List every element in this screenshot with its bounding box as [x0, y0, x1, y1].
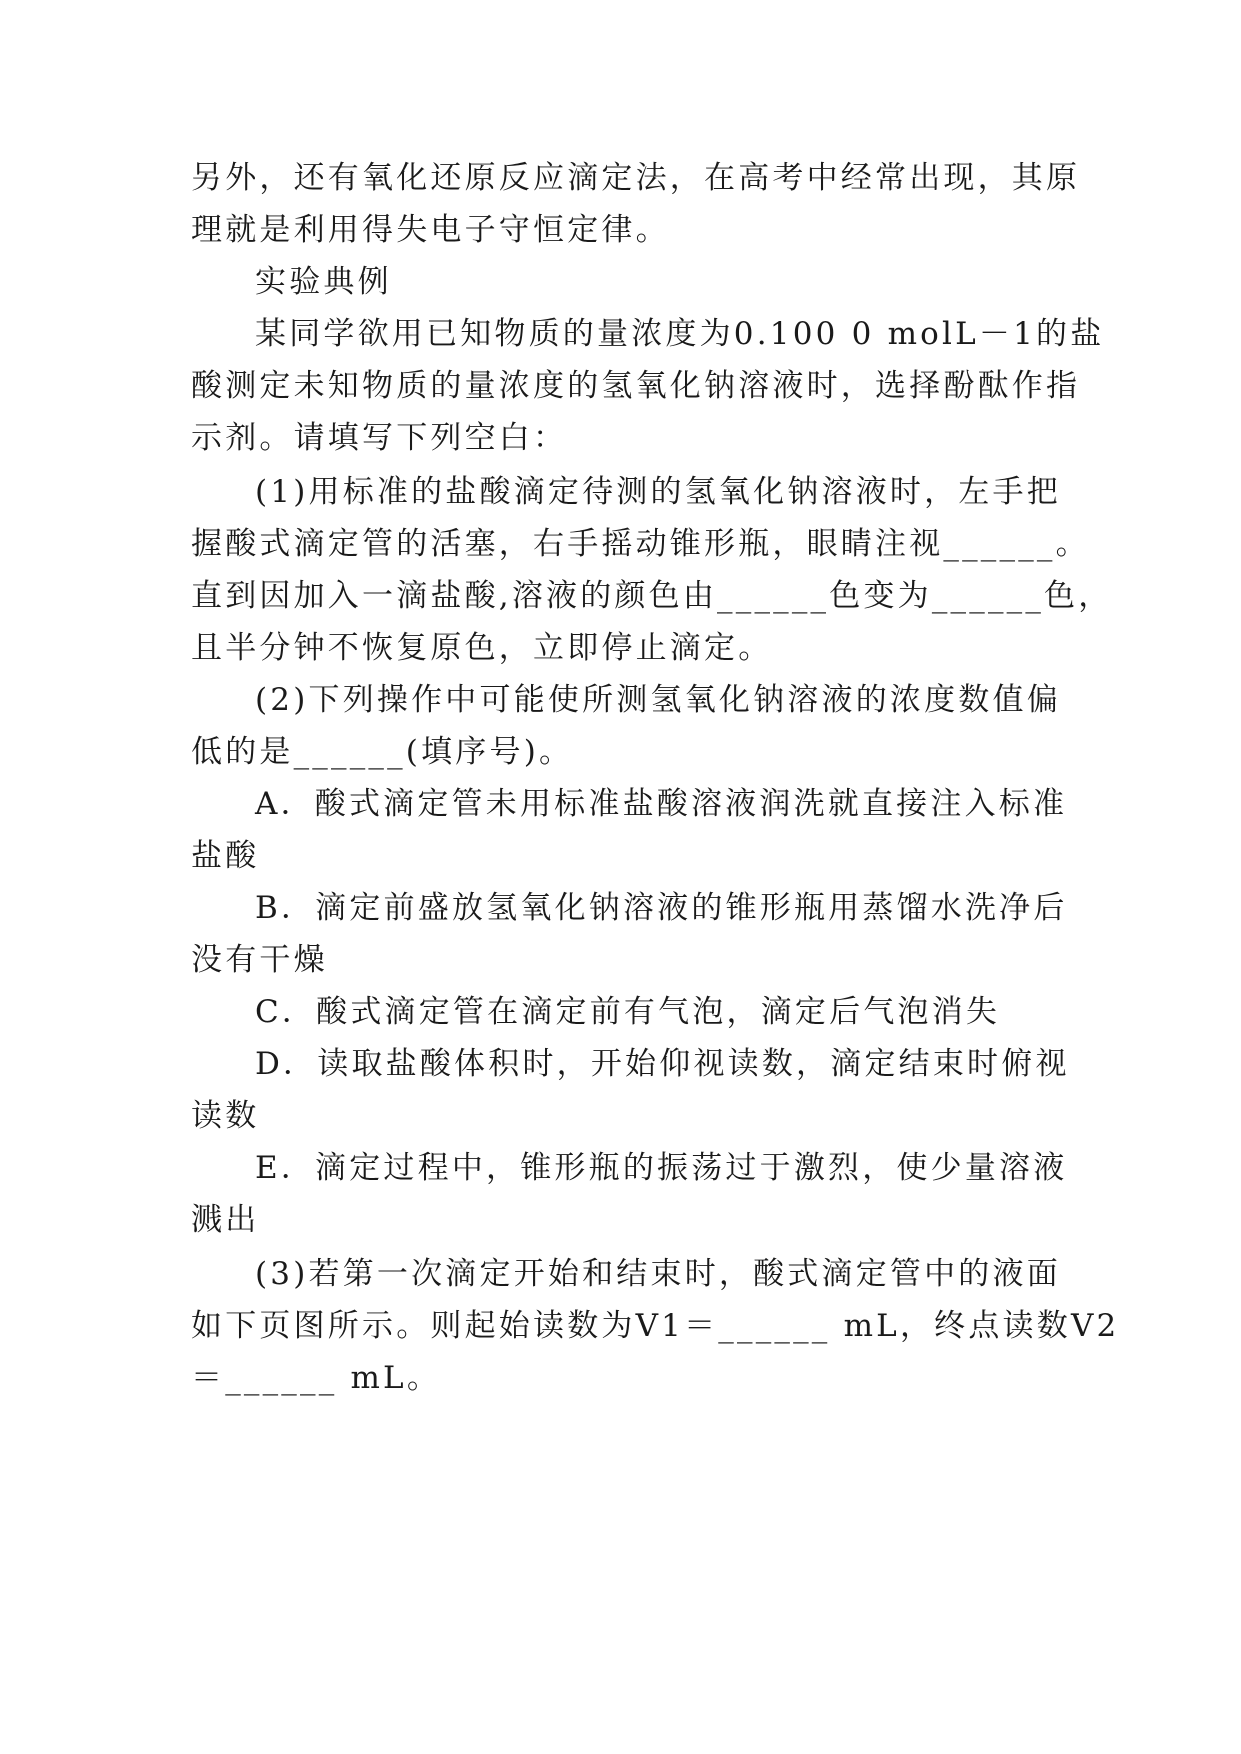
question-1-line-4: 且半分钟不恢复原色，立即停止滴定。: [191, 630, 773, 666]
question-3-line-1: (3)若第一次滴定开始和结束时，酸式滴定管中的液面: [255, 1256, 1061, 1292]
text-line-5: 酸测定未知物质的量浓度的氢氧化钠溶液时，选择酚酞作指: [191, 368, 1081, 404]
section-heading: 实验典例: [255, 264, 392, 300]
option-d-line-1: D．读取盐酸体积时，开始仰视读数，滴定结束时俯视: [255, 1046, 1070, 1082]
question-1-line-2: 握酸式滴定管的活塞，右手摇动锥形瓶，眼睛注视______。: [191, 526, 1090, 562]
question-1-line-3: 直到因加入一滴盐酸,溶液的颜色由______色变为______色，: [191, 578, 1113, 614]
option-a-line-2: 盐酸: [191, 838, 260, 874]
text-line-6: 示剂。请填写下列空白：: [191, 420, 568, 456]
question-3-line-3: ＝______ mL。: [191, 1360, 442, 1396]
option-e-line-1: E．滴定过程中，锥形瓶的振荡过于激烈，使少量溶液: [255, 1150, 1068, 1186]
option-a-line-1: A．酸式滴定管未用标准盐酸溶液润洗就直接注入标准: [255, 786, 1068, 822]
question-3-line-2: 如下页图所示。则起始读数为V1＝______ mL，终点读数V2: [191, 1308, 1120, 1344]
text-line-1: 另外，还有氧化还原反应滴定法，在高考中经常出现，其原: [191, 160, 1081, 196]
option-b-line-2: 没有干燥: [191, 942, 328, 978]
question-2-line-2: 低的是______(填序号)。: [191, 734, 574, 770]
option-c: C．酸式滴定管在滴定前有气泡，滴定后气泡消失: [255, 994, 1001, 1030]
question-1-line-1: (1)用标准的盐酸滴定待测的氢氧化钠溶液时，左手把: [255, 474, 1061, 510]
option-d-line-2: 读数: [191, 1098, 260, 1134]
question-2-line-1: (2)下列操作中可能使所测氢氧化钠溶液的浓度数值偏: [255, 682, 1061, 718]
text-line-4: 某同学欲用已知物质的量浓度为0.100 0 molL－1的盐: [255, 316, 1105, 352]
option-e-line-2: 溅出: [191, 1202, 260, 1238]
option-b-line-1: B．滴定前盛放氢氧化钠溶液的锥形瓶用蒸馏水洗净后: [255, 890, 1068, 926]
text-line-2: 理就是利用得失电子守恒定律。: [191, 212, 670, 248]
